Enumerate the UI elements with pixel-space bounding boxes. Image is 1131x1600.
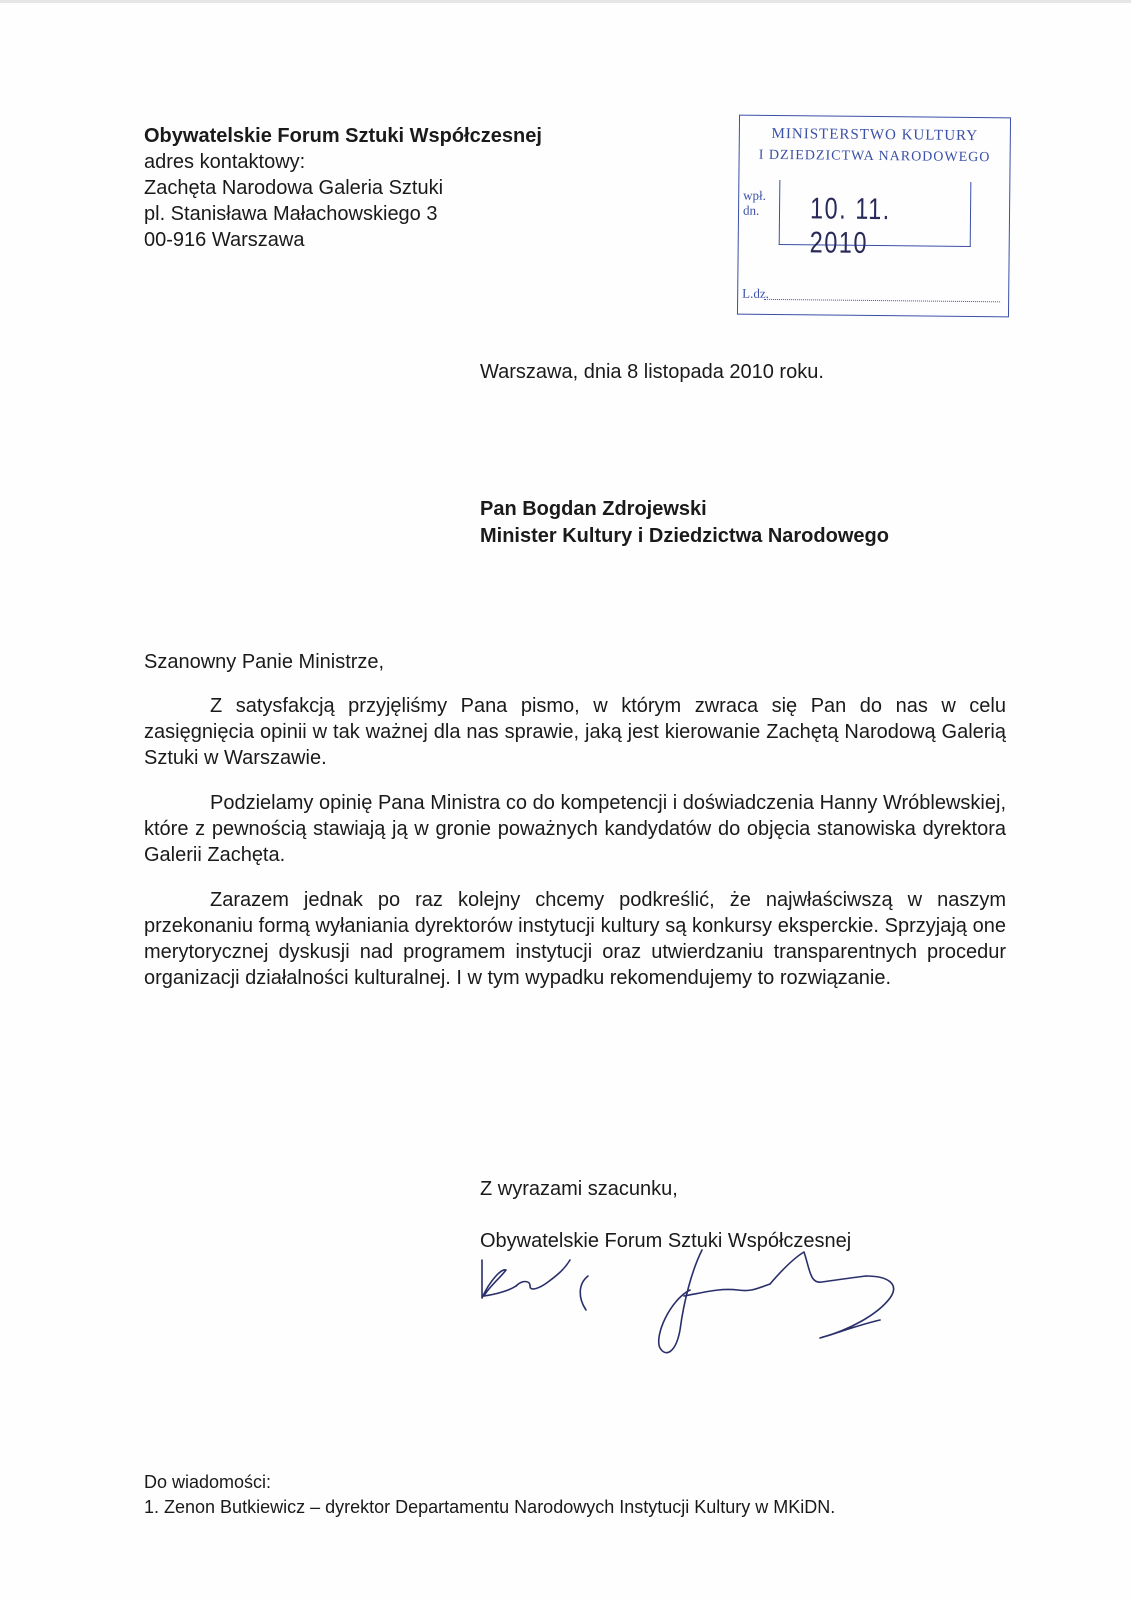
stamp-ldz-label: L.dz. xyxy=(742,285,769,301)
scan-edge xyxy=(0,0,1131,3)
stamp-line1: MINISTERSTWO KULTURY xyxy=(771,125,979,145)
stamp-dn-label: dn. xyxy=(742,202,760,218)
stamp-line2: I DZIEDZICTWA NARODOWEGO xyxy=(758,147,991,166)
recipient-block xyxy=(480,496,889,550)
stamp-ldz-dotted-line xyxy=(764,299,1000,302)
sender-organization: Obywatelskie Forum Sztuki Współczesnej xyxy=(144,125,542,147)
sender-address-line2: pl. Stanisława Małachowskiego 3 xyxy=(144,203,438,225)
body-paragraph-3: Zarazem jednak po raz kolejny chcemy podkreślić, że najwłaściwszą w naszym przekonaniu formą wyłaniania dyrektorów instytucji kultury są konkursy eksperckie. Sprzyjają one merytorycznej dyskusji nad programem instytucji oraz utwierdzaniu transparentnych procedur organizacji działalności kulturalnej. I w tym wypadku rekomendujemy to rozwiązanie. xyxy=(144,889,1006,989)
body-paragraph-2: Podzielamy opinię Pana Ministra co do kompetencji i doświadczenia Hanny Wróblewskiej, które z pewnością stawiają ją w gronie poważnych kandydatów do objęcia stanowiska dyrektora Galerii Zachęta. xyxy=(144,792,1006,866)
stamp-wpl-labels xyxy=(743,188,766,218)
ministry-received-stamp xyxy=(737,115,1011,318)
handwritten-signature xyxy=(470,1240,930,1360)
sender-address-label: adres kontaktowy: xyxy=(144,151,306,173)
letter-date: Warszawa, dnia 8 listopada 2010 roku. xyxy=(480,361,824,383)
stamp-wpl-label: wpł. xyxy=(743,187,767,203)
signature-organization: Obywatelskie Forum Sztuki Współczesnej xyxy=(480,1230,852,1252)
cc-recipient-1: 1. Zenon Butkiewicz – dyrektor Departamentu Narodowych Instytucji Kultury w MKiDN. xyxy=(144,1497,836,1517)
salutation: Szanowny Panie Ministrze, xyxy=(144,651,385,673)
stamp-date-box xyxy=(779,180,972,260)
letter-body xyxy=(144,693,1006,1010)
sender-address-line1: Zachęta Narodowa Galeria Sztuki xyxy=(144,177,444,199)
body-paragraph-1: Z satysfakcją przyjęliśmy Pana pismo, w którym zwraca się Pan do nas w celu zasięgnięcia opinii w tak ważnej dla nas sprawie, jaką jest kierowanie Zachętą Narodową Galerią Sztuki w Warszawie. xyxy=(144,695,1006,769)
recipient-title: Minister Kultury i Dziedzictwa Narodowego xyxy=(480,525,889,547)
cc-label: Do wiadomości: xyxy=(144,1472,272,1492)
recipient-name: Pan Bogdan Zdrojewski xyxy=(480,498,707,520)
sender-block xyxy=(144,123,542,253)
stamp-date: 10. 11. 2010 xyxy=(809,192,891,260)
sender-address-line3: 00-916 Warszawa xyxy=(144,229,305,251)
closing-phrase: Z wyrazami szacunku, xyxy=(480,1178,678,1200)
